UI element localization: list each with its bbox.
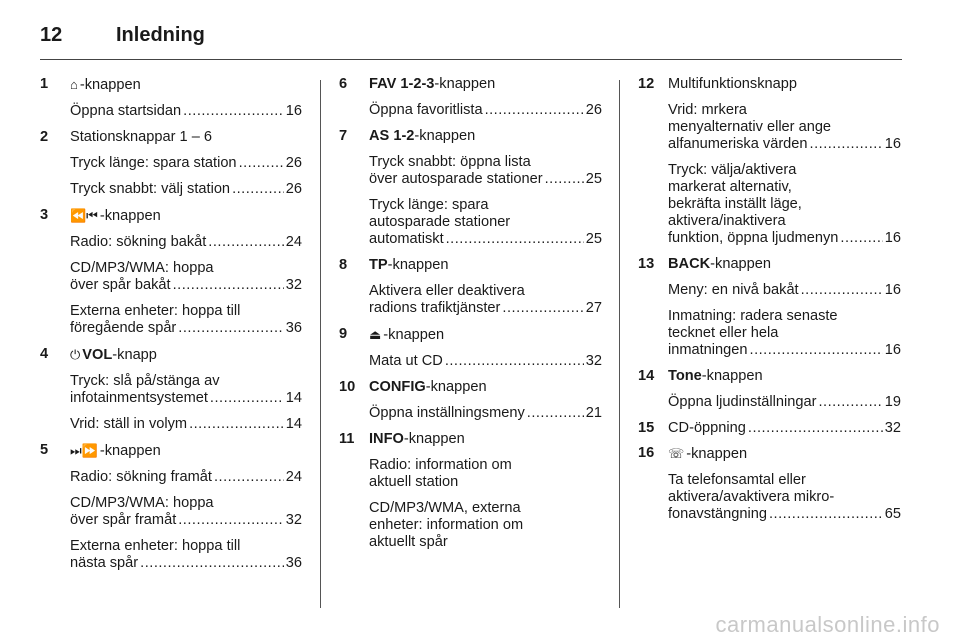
entry-description	[339, 102, 602, 119]
page-ref: 36	[285, 320, 302, 336]
description-block	[369, 283, 602, 317]
page-ref: 16	[285, 103, 302, 119]
entry-heading	[40, 129, 302, 146]
item-key-name: CONFIG	[369, 379, 426, 395]
item-label-text: -knappen	[686, 446, 748, 462]
entry-heading	[339, 379, 602, 396]
description-text: fonavstängning	[668, 506, 767, 522]
description-block	[369, 457, 602, 491]
description-line: Radio: information om	[369, 457, 512, 473]
legend-entry	[339, 326, 602, 370]
item-label-text: -knappen	[403, 431, 465, 447]
leader-dots	[232, 181, 284, 198]
entry-heading	[40, 207, 302, 225]
entry-description	[40, 469, 302, 572]
description-line: tecknet eller hela	[668, 325, 779, 341]
entry-description	[40, 373, 302, 433]
page-number: 12	[40, 23, 63, 46]
item-label	[369, 431, 465, 448]
leader-dots	[446, 231, 584, 248]
legend-entry	[638, 420, 901, 437]
item-label	[668, 368, 763, 385]
description-line	[70, 320, 302, 337]
column-1	[40, 76, 302, 581]
description-line: Externa enheter: hoppa till	[70, 303, 241, 319]
entry-description	[40, 103, 302, 120]
description-block	[668, 282, 901, 299]
item-key-name: AS 1-2	[369, 128, 415, 144]
page-ref: 25	[585, 231, 602, 247]
phone-mute-icon: ☏	[668, 446, 685, 461]
leader-dots	[748, 420, 883, 437]
description-text: infotainmentsystemet	[70, 390, 208, 406]
item-label	[668, 445, 747, 463]
entry-heading	[339, 431, 602, 448]
legend-entry	[638, 256, 901, 359]
item-number: 5	[40, 442, 49, 458]
description-text: Vrid: ställ in volym	[70, 416, 188, 432]
item-label	[668, 76, 797, 93]
item-label-text: -knappen	[99, 443, 161, 459]
description-line: Tryck: slå på/stänga av	[70, 373, 220, 389]
description-line	[70, 155, 302, 172]
item-label	[369, 257, 449, 274]
legend-entry	[339, 379, 602, 422]
description-block	[70, 538, 302, 572]
description-line: CD/MP3/WMA: hoppa	[70, 260, 214, 276]
item-key-name: TP	[369, 257, 388, 273]
entry-description	[339, 353, 602, 370]
item-key-name: BACK	[668, 256, 711, 272]
leader-dots	[189, 416, 284, 433]
leader-dots	[173, 277, 284, 294]
description-line	[70, 416, 302, 433]
description-block	[668, 394, 901, 411]
column-2	[339, 76, 602, 560]
page-ref: 19	[884, 394, 901, 410]
description-block	[70, 260, 302, 294]
description-block	[369, 154, 602, 188]
entry-description	[638, 102, 901, 247]
page-ref: 14	[285, 416, 302, 432]
entry-heading	[40, 442, 302, 460]
description-line: aktivera/inaktivera	[668, 213, 786, 229]
description-text: Radio: sökning bakåt	[70, 234, 207, 250]
description-line	[70, 103, 302, 120]
entry-description	[339, 405, 602, 422]
legend-entry	[40, 76, 302, 120]
page-ref: 32	[884, 420, 901, 436]
description-text: Öppna startsidan	[70, 103, 182, 119]
item-label-text: -knappen	[79, 77, 141, 93]
item-label-text: -knappen	[434, 76, 496, 92]
description-block	[70, 103, 302, 120]
description-text: Radio: sökning framåt	[70, 469, 212, 485]
watermark: carmanualsonline.info	[715, 612, 940, 637]
leader-dots	[183, 103, 284, 120]
item-label-text: Stationsknappar 1 – 6	[70, 129, 212, 145]
item-label-text: -knappen	[710, 256, 772, 272]
description-line	[70, 512, 302, 529]
page-ref: 21	[585, 405, 602, 421]
legend-entry	[339, 76, 602, 119]
legend-entry	[339, 257, 602, 317]
description-block	[70, 469, 302, 486]
leader-dots	[810, 136, 883, 153]
page-ref: 14	[285, 390, 302, 406]
description-text: funktion, öppna ljudmenyn	[668, 230, 839, 246]
item-key-name: FAV 1-2-3	[369, 76, 435, 92]
description-line: CD/MP3/WMA: hoppa	[70, 495, 214, 511]
leader-dots	[527, 405, 584, 422]
item-number: 8	[339, 257, 348, 273]
description-line	[668, 506, 901, 523]
description-line: Ta telefonsamtal eller	[668, 472, 806, 488]
description-line	[369, 102, 602, 119]
leader-dots	[178, 320, 283, 337]
description-line	[668, 394, 901, 411]
leader-dots	[801, 282, 883, 299]
page-ref: 32	[585, 353, 602, 369]
item-label	[369, 128, 475, 145]
description-text: Meny: en nivå bakåt	[668, 282, 799, 298]
description-text: radions trafiktjänster	[369, 300, 501, 316]
legend-entry	[40, 346, 302, 433]
description-block	[668, 472, 901, 523]
item-label	[369, 76, 495, 93]
description-text: alfanumeriska värden	[668, 136, 808, 152]
legend-entry	[339, 431, 602, 551]
description-line	[369, 300, 602, 317]
leader-dots	[502, 300, 583, 317]
leader-dots	[545, 171, 584, 188]
page-ref: 26	[285, 181, 302, 197]
entry-description	[638, 282, 901, 359]
legend-entry	[40, 129, 302, 198]
description-block	[70, 416, 302, 433]
item-number: 13	[638, 256, 655, 272]
description-line: autosparade stationer	[369, 214, 511, 230]
leader-dots	[769, 506, 883, 523]
leader-dots	[239, 155, 284, 172]
description-text: över spår framåt	[70, 512, 177, 528]
entry-heading	[339, 128, 602, 145]
description-line	[668, 230, 901, 247]
item-label-text: Multifunktionsknapp	[668, 76, 797, 92]
description-block	[369, 102, 602, 119]
page-ref: 16	[884, 136, 901, 152]
item-number: 2	[40, 129, 49, 145]
entry-heading	[339, 257, 602, 274]
item-label	[369, 326, 444, 344]
description-line	[369, 353, 602, 370]
legend-entry	[638, 445, 901, 523]
item-label-text: -knappen	[701, 368, 763, 384]
page-ref: 25	[585, 171, 602, 187]
entry-description	[638, 472, 901, 523]
description-line	[70, 555, 302, 572]
page-ref: 27	[585, 300, 602, 316]
item-number: 10	[339, 379, 356, 395]
leader-dots	[750, 342, 883, 359]
home-icon: ⌂	[70, 77, 78, 92]
item-number: 7	[339, 128, 348, 144]
item-label-text: CD-öppning	[668, 420, 746, 436]
eject-icon: ⏏	[369, 327, 382, 342]
description-line	[70, 390, 302, 407]
leader-dots	[214, 469, 284, 486]
description-block	[668, 308, 901, 359]
description-line: bekräfta inställt läge,	[668, 196, 802, 212]
description-block	[70, 181, 302, 198]
item-number: 6	[339, 76, 348, 92]
legend-entry	[638, 76, 901, 247]
description-line	[70, 234, 302, 251]
description-block	[668, 162, 901, 247]
description-line: aktuell station	[369, 474, 459, 490]
description-line	[369, 405, 602, 422]
description-line: CD/MP3/WMA, externa	[369, 500, 521, 516]
description-text: nästa spår	[70, 555, 139, 571]
description-line	[668, 342, 901, 359]
item-label	[70, 129, 212, 146]
item-number: 3	[40, 207, 49, 223]
page-ref: 16	[884, 282, 901, 298]
description-line	[668, 136, 901, 153]
description-line	[70, 181, 302, 198]
description-line: Externa enheter: hoppa till	[70, 538, 241, 554]
description-block	[70, 155, 302, 172]
item-label	[369, 379, 487, 396]
item-label-text: -knapp	[112, 347, 157, 363]
page-ref: 32	[285, 512, 302, 528]
description-line: enheter: information om	[369, 517, 524, 533]
description-text: Öppna favoritlista	[369, 102, 483, 118]
entry-heading	[638, 445, 901, 463]
entry-description	[339, 283, 602, 317]
description-line: menyalternativ eller ange	[668, 119, 832, 135]
item-label-text: -knappen	[383, 327, 445, 343]
page-ref: 16	[884, 342, 901, 358]
description-line	[369, 231, 602, 248]
description-line: Tryck snabbt: öppna lista	[369, 154, 531, 170]
page-ref: 16	[884, 230, 901, 246]
leader-dots	[485, 102, 584, 119]
description-block	[369, 500, 602, 551]
description-line: Aktivera eller deaktivera	[369, 283, 525, 299]
description-block	[369, 197, 602, 248]
item-label	[668, 420, 746, 437]
leader-dots	[445, 353, 584, 370]
entry-description	[339, 154, 602, 248]
item-number: 4	[40, 346, 49, 362]
entry-heading	[339, 76, 602, 93]
item-number: 15	[638, 420, 655, 436]
leader-dots	[818, 394, 882, 411]
legend-entry	[40, 207, 302, 337]
description-text: Öppna ljudinställningar	[668, 394, 817, 410]
description-line: markerat alternativ,	[668, 179, 792, 195]
entry-heading	[638, 368, 901, 385]
description-text: Tryck snabbt: välj station	[70, 181, 231, 197]
entry-description	[638, 394, 901, 411]
page-ref: 24	[285, 234, 302, 250]
item-label	[70, 207, 161, 225]
entry-description	[40, 234, 302, 337]
item-label-text: -knappen	[425, 379, 487, 395]
description-line: Vrid: mrkera	[668, 102, 747, 118]
description-text: över spår bakåt	[70, 277, 171, 293]
legend-entry	[40, 442, 302, 572]
description-text: Öppna inställningsmeny	[369, 405, 525, 421]
description-text: inmatningen	[668, 342, 748, 358]
description-text: föregående spår	[70, 320, 177, 336]
entry-heading	[40, 76, 302, 94]
page-ref: 32	[285, 277, 302, 293]
description-line: aktivera/avaktivera mikro-	[668, 489, 835, 505]
description-text: Mata ut CD	[369, 353, 443, 369]
item-label	[668, 256, 771, 273]
page-ref: 36	[285, 555, 302, 571]
leader-dots	[178, 512, 284, 529]
description-line	[70, 277, 302, 294]
item-label	[70, 76, 141, 94]
header-rule	[40, 59, 902, 60]
entry-description	[40, 155, 302, 198]
item-number: 16	[638, 445, 655, 461]
legend-entry	[638, 368, 901, 411]
item-number: 9	[339, 326, 348, 342]
page-title: Inledning	[116, 23, 205, 46]
item-label	[70, 442, 161, 460]
item-number: 1	[40, 76, 49, 92]
description-block	[369, 405, 602, 422]
item-number: 14	[638, 368, 655, 384]
item-label	[70, 346, 157, 364]
description-text: automatiskt	[369, 231, 444, 247]
item-key-name: VOL	[82, 347, 113, 363]
page-ref: 24	[285, 469, 302, 485]
description-text: Tryck länge: spara station	[70, 155, 237, 171]
entry-heading	[638, 76, 901, 93]
item-key-name: INFO	[369, 431, 404, 447]
description-line: Tryck: välja/aktivera	[668, 162, 797, 178]
leader-dots	[140, 555, 284, 572]
item-number: 11	[339, 431, 355, 447]
description-block	[70, 303, 302, 337]
column-divider-2	[619, 80, 620, 608]
description-line	[668, 282, 901, 299]
page-header	[40, 20, 205, 50]
item-label-text: -knappen	[414, 128, 476, 144]
page-ref: 65	[884, 506, 901, 522]
description-line: Tryck länge: spara	[369, 197, 489, 213]
entry-heading	[638, 420, 901, 437]
description-line	[369, 171, 602, 188]
description-block	[70, 373, 302, 407]
column-3	[638, 76, 901, 532]
leader-dots	[840, 230, 882, 247]
power-icon: ⏻	[70, 347, 81, 362]
entry-description	[339, 457, 602, 551]
seek-back-icon: ⏪⏮	[70, 208, 98, 223]
description-text: över autosparade stationer	[369, 171, 543, 187]
description-block	[70, 234, 302, 251]
entry-heading	[638, 256, 901, 273]
description-line: Inmatning: radera senaste	[668, 308, 838, 324]
item-label-text: -knappen	[387, 257, 449, 273]
description-line: aktuellt spår	[369, 534, 448, 550]
seek-forward-icon: ⏭⏩	[70, 443, 98, 458]
entry-heading	[40, 346, 302, 364]
legend-entry	[339, 128, 602, 248]
description-block	[668, 102, 901, 153]
item-label-text: -knappen	[99, 208, 161, 224]
leader-dots	[210, 390, 284, 407]
leader-dots	[208, 234, 283, 251]
description-block	[369, 353, 602, 370]
page-ref: 26	[585, 102, 602, 118]
item-key-name: Tone	[668, 368, 702, 384]
description-line	[70, 469, 302, 486]
entry-heading	[339, 326, 602, 344]
description-block	[70, 495, 302, 529]
page-ref: 26	[285, 155, 302, 171]
item-number: 12	[638, 76, 655, 92]
column-divider-1	[320, 80, 321, 608]
